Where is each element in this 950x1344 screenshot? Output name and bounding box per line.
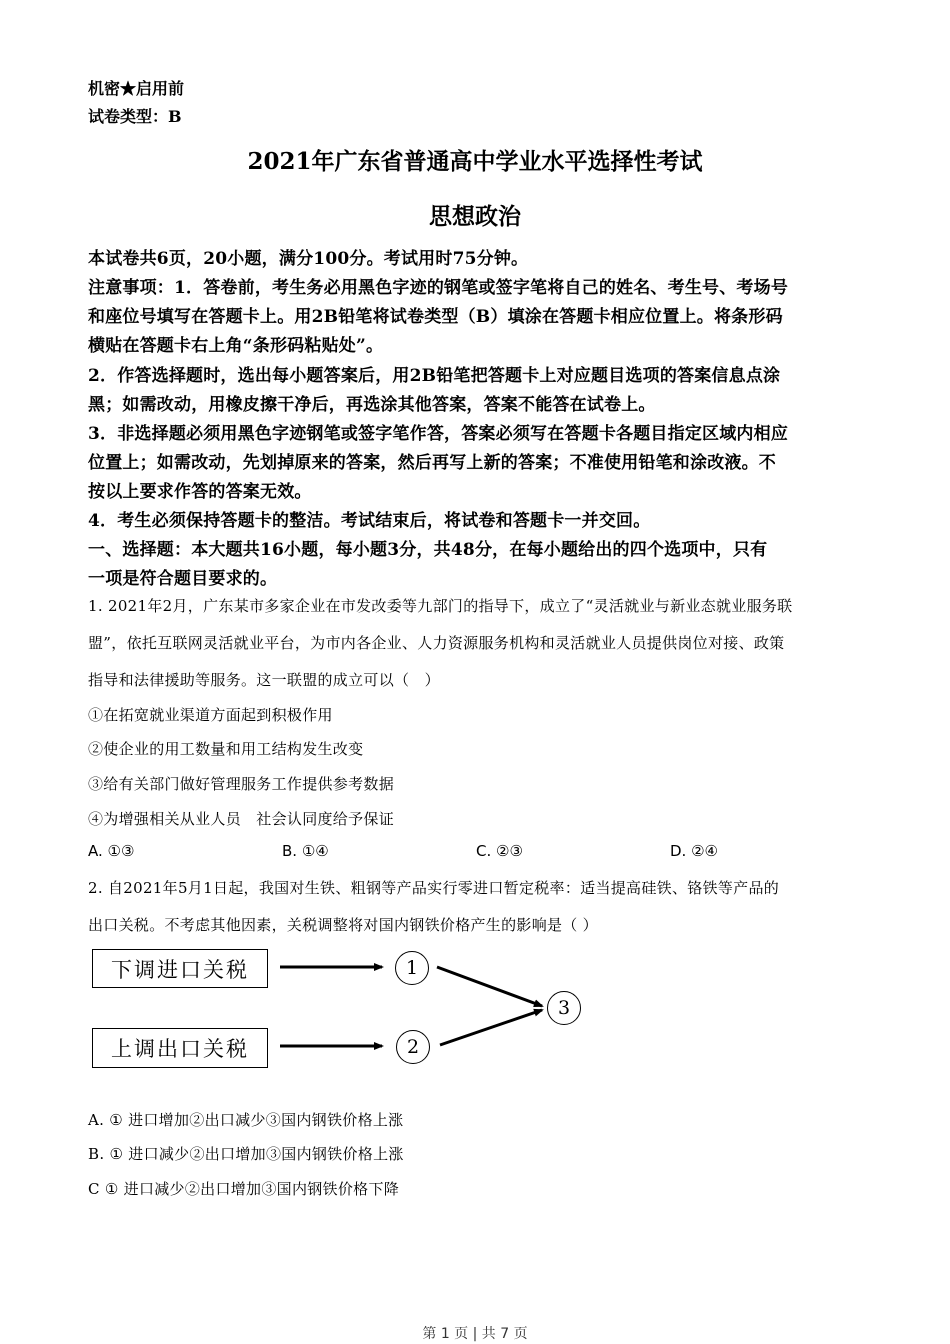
- statement-item: ①在拓宽就业渠道方面起到积极作用: [88, 706, 333, 724]
- subject-title: 思想政治: [429, 203, 521, 230]
- notice-line: 黑；如需改动，用橡皮擦干净后，再选涂其他答案，答案不能答在试卷上。: [88, 395, 656, 415]
- exam-title: 2021年广东省普通高中学业水平选择性考试: [247, 148, 703, 175]
- diagram-box-export-tariff: 上调出口关税: [92, 1028, 268, 1068]
- notice-line: 和座位号填写在答题卡上。用2B铅笔将试卷类型（B）填涂在答题卡相应位置上。将条形码: [88, 307, 783, 327]
- question-stem: 出口关税。不考虑其他因素，关税调整将对国内钢铁价格产生的影响是（ ）: [88, 916, 598, 934]
- notice-line: 2．作答选择题时，选出每小题答案后，用2B铅笔把答题卡上对应题目选项的答案信息点涂: [88, 366, 781, 386]
- notice-line: 横贴在答题卡右上角“条形码粘贴处”。: [88, 336, 384, 356]
- notice-line: 3．非选择题必须用黑色字迹钢笔或签字笔作答，答案必须写在答题卡各题目指定区域内相应: [88, 424, 789, 444]
- header-paper-type: 试卷类型：B: [88, 107, 182, 126]
- answer-option-b[interactable]: B. ①④: [282, 842, 329, 860]
- header-confidential: 机密★启用前: [88, 79, 185, 98]
- question-stem: 指导和法律援助等服务。这一联盟的成立可以（ ）: [88, 671, 440, 689]
- statement-item: ③给有关部门做好管理服务工作提供参考数据: [88, 775, 395, 793]
- answer-option-a[interactable]: A. ①③: [88, 842, 135, 860]
- question-stem: 1. 2021年2月，广东某市多家企业在市发改委等九部门的指导下，成立了“灵活就业与新业态就业服务联: [88, 597, 793, 615]
- answer-option-c[interactable]: C. ②③: [476, 842, 523, 860]
- arrow-converge-icon: [437, 967, 542, 1006]
- notice-line: 位置上；如需改动，先划掉原来的答案，然后再写上新的答案；不准使用铅笔和涂改液。不: [88, 453, 776, 473]
- question-stem: 2. 自2021年5月1日起，我国对生铁、粗钢等产品实行零进口暂定税率：适当提高硅铁、铬铁等产品的: [88, 879, 780, 897]
- notice-line: 按以上要求作答的答案无效。: [88, 482, 312, 502]
- statement-item: ④为增强相关从业人员 社会认同度给予保证: [88, 810, 395, 828]
- statement-item: ②使企业的用工数量和用工结构发生改变: [88, 740, 364, 758]
- arrow-converge-icon: [440, 1010, 542, 1045]
- answer-option-d[interactable]: D. ②④: [670, 842, 718, 860]
- notice-line: 注意事项：1．答卷前，考生务必用黑色字迹的钢笔或签字笔将自己的姓名、考生号、考场号: [88, 278, 789, 298]
- notice-line: 4．考生必须保持答题卡的整洁。考试结束后，将试卷和答题卡一并交回。: [88, 511, 651, 531]
- page-indicator: 第 1 页 | 共 7 页: [422, 1326, 528, 1342]
- answer-option-a[interactable]: A. ① 进口增加②出口减少③国内钢铁价格上涨: [88, 1111, 404, 1129]
- section-heading: 一项是符合题目要求的。: [88, 569, 278, 589]
- question-stem: 盟”，依托互联网灵活就业平台，为市内各企业、人力资源服务机构和灵活就业人员提供岗位对接、政策: [88, 634, 785, 652]
- diagram-node-3: 3: [547, 991, 581, 1025]
- diagram-node-1: 1: [395, 951, 429, 985]
- section-heading: 一、选择题：本大题共16小题，每小题3分，共48分，在每小题给出的四个选项中，只有: [88, 540, 768, 560]
- diagram-box-import-tariff: 下调进口关税: [92, 949, 268, 988]
- notice-line: 本试卷共6页，20小题，满分100分。考试用时75分钟。: [88, 249, 529, 269]
- answer-option-c[interactable]: C ① 进口减少②出口增加③国内钢铁价格下降: [88, 1180, 400, 1198]
- answer-option-b[interactable]: B. ① 进口减少②出口增加③国内钢铁价格上涨: [88, 1145, 404, 1163]
- diagram-node-2: 2: [396, 1030, 430, 1064]
